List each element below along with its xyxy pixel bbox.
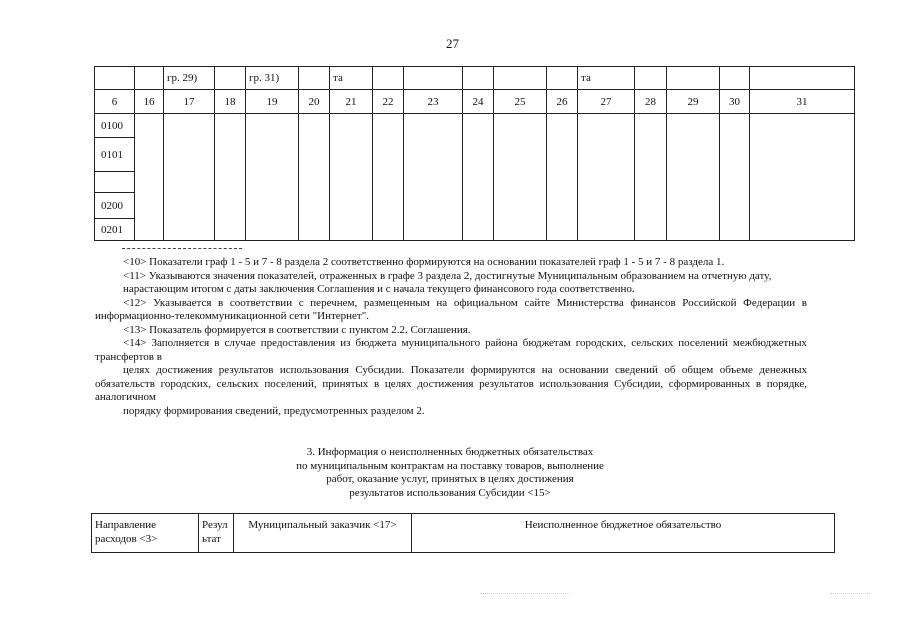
section-title-line: по муниципальным контрактам на поставку товаров, выполнение bbox=[296, 459, 604, 472]
report-table bbox=[94, 66, 855, 241]
footnote-14-end: порядку формирования сведений, предусмотренных разделом 2. bbox=[123, 404, 425, 417]
obligations-table bbox=[91, 513, 835, 553]
column-number: 16 bbox=[135, 90, 164, 114]
section-title-line: 3. Информация о неисполненных бюджетных обязательствах bbox=[306, 446, 594, 458]
footnote-14-continued: целях достижения результатов использования Субсидии. Показатели формируются на основании сведений об общем объеме денежных обязательств городских, сельских поселений, принятых в целях достижения результатов использования Субсидии, сформированных в порядке, аналогичном bbox=[95, 364, 807, 403]
column-number: 24 bbox=[463, 90, 494, 114]
obligations-header-row bbox=[92, 514, 835, 553]
column-number: 18 bbox=[215, 90, 246, 114]
column-number: 26 bbox=[547, 90, 578, 114]
header-customer: Муниципальный заказчик <17> bbox=[234, 514, 412, 553]
column-number: 17 bbox=[164, 90, 215, 114]
header-direction: Направление расходов <3> bbox=[92, 514, 199, 553]
header-fragment: гр. 31) bbox=[246, 67, 299, 90]
footnote-13: <13> Показатель формируется в соответствии с пунктом 2.2. Соглашения. bbox=[123, 323, 471, 336]
column-number: 28 bbox=[635, 90, 667, 114]
header-fragment: та bbox=[578, 67, 635, 90]
section-title-line: работ, оказание услуг, принятых в целях достижения bbox=[326, 473, 574, 485]
row-code bbox=[95, 172, 135, 193]
column-number: 6 bbox=[95, 90, 135, 114]
page-number: 27 bbox=[446, 36, 459, 51]
section-title-line: результатов использования Субсидии <15> bbox=[349, 486, 551, 499]
footnote-11-continued: нарастающим итогом с даты заключения Соглашения и с начала текущего финансового года соответственно. bbox=[123, 283, 635, 295]
column-number: 20 bbox=[299, 90, 330, 114]
row-code: 0200 bbox=[95, 193, 135, 219]
section-3-title bbox=[230, 446, 670, 500]
scan-artifact bbox=[830, 593, 870, 594]
row-code: 0101 bbox=[95, 138, 135, 172]
footnote-14: <14> Заполняется в случае предоставления из бюджета муниципального района бюджетам городских, сельских поселений межбюджетных трансфертов в bbox=[95, 337, 807, 363]
footnote-divider bbox=[122, 248, 242, 249]
footnote-12: <12> Указывается в соответствии с перечнем, размещенным на официальном сайте Министерства финансов Российской Федерации в информационно-телекоммуникационной сети "Интернет". bbox=[95, 296, 807, 322]
column-number: 30 bbox=[720, 90, 750, 114]
row-code: 0100 bbox=[95, 114, 135, 138]
header-result: Резул ьтат bbox=[199, 514, 234, 553]
footnote-10: <10> Показатели граф 1 - 5 и 7 - 8 раздела 2 соответственно формируются на основании показателей граф 1 - 5 и 7 - 8 раздела 1. bbox=[123, 256, 725, 268]
header-fragment: гр. 29) bbox=[164, 67, 215, 90]
column-number: 23 bbox=[404, 90, 463, 114]
header-obligation: Неисполненное бюджетное обязательство bbox=[412, 514, 835, 553]
column-number: 22 bbox=[373, 90, 404, 114]
column-number: 27 bbox=[578, 90, 635, 114]
column-numbers-row bbox=[95, 90, 855, 114]
table-row bbox=[95, 114, 855, 138]
row-code: 0201 bbox=[95, 219, 135, 241]
column-number: 31 bbox=[750, 90, 855, 114]
table-header-fragment-row bbox=[95, 67, 855, 90]
column-number: 21 bbox=[330, 90, 373, 114]
header-fragment: та bbox=[330, 67, 373, 90]
column-number: 29 bbox=[667, 90, 720, 114]
scan-artifact bbox=[480, 593, 570, 594]
column-number: 19 bbox=[246, 90, 299, 114]
footnotes bbox=[95, 256, 807, 418]
footnote-11: <11> Указываются значения показателей, отраженных в графе 3 раздела 2, достигнутые Муниципальным образованием на отчетную дату, bbox=[123, 269, 772, 282]
column-number: 25 bbox=[494, 90, 547, 114]
